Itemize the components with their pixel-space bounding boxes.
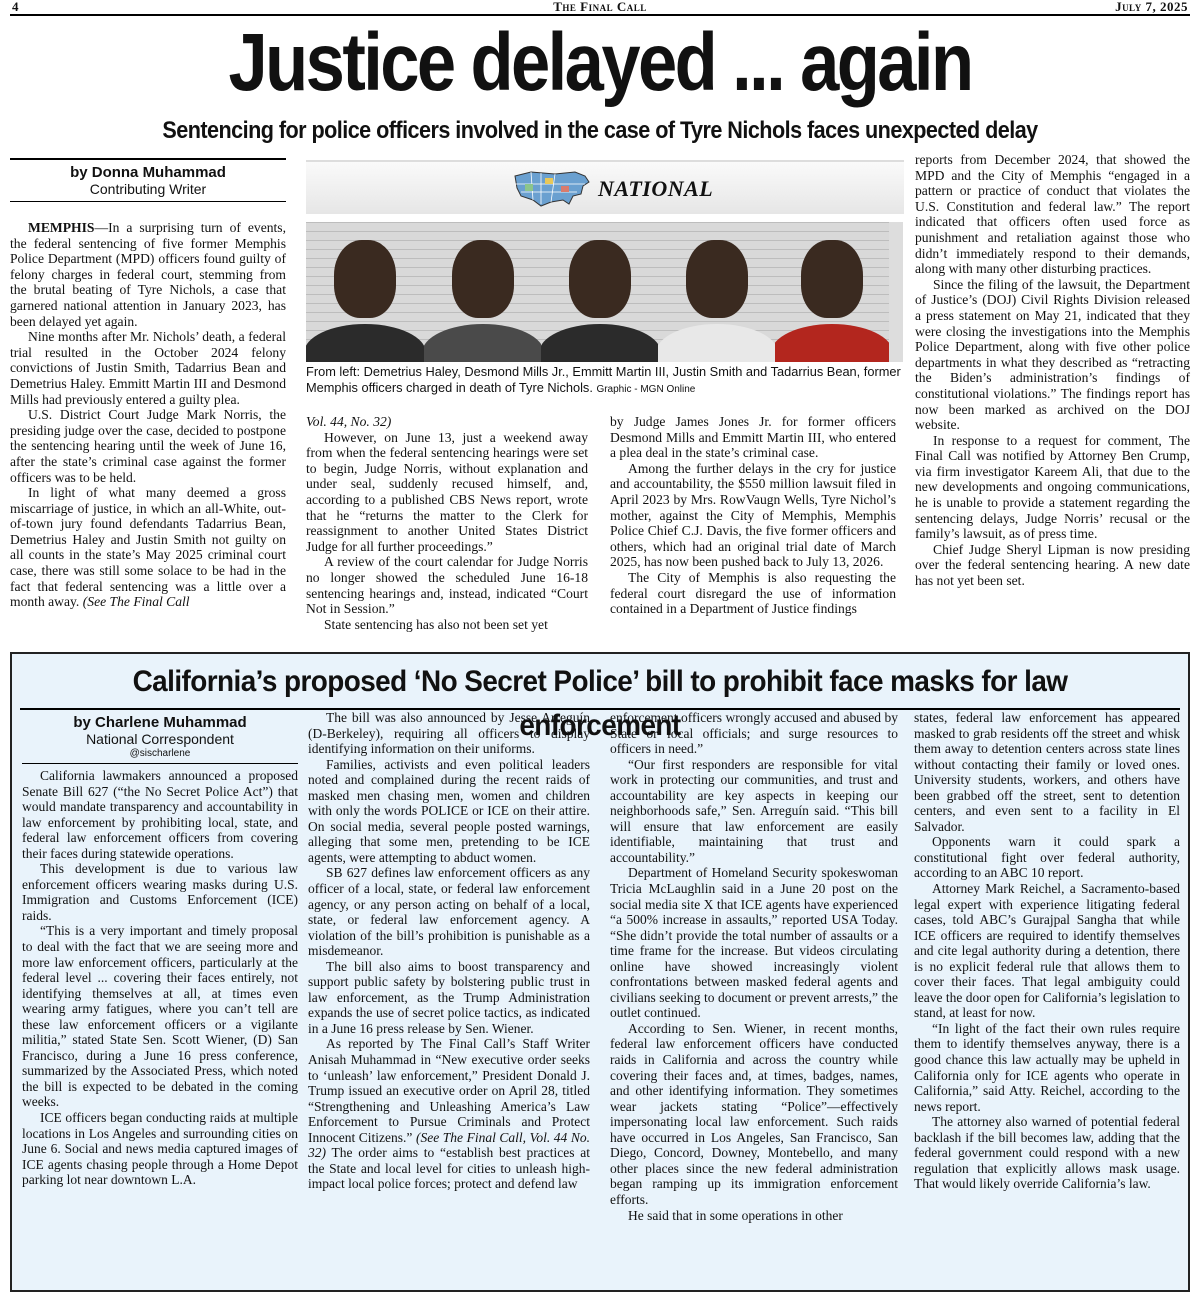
- paragraph: The City of Memphis is also requesting the federal court disregard the use of information contained in a Department of Justice findings: [610, 569, 896, 617]
- paragraph: enforcement officers wrongly accused and abused by State or local officials; and surge resources to officers in need.”: [610, 710, 898, 757]
- photo-caption: From left: Demetrius Haley, Desmond Mills Jr., Emmitt Martin III, Justin Smith and Tadarrius Bean, former Memphis officers charged in death of Tyre Nichols. Graphic - MGN Online: [306, 364, 901, 395]
- us-map-icon: [511, 166, 593, 210]
- paragraph: MEMPHIS—In a surprising turn of events, the federal sentencing of five former Memphis Police Department (MPD) officers found guilty of felony charges in federal court, stemming from the brutal beating of Tyre Nichols, a case that garnered national attention in January 2023, has been delayed yet again.: [10, 220, 286, 329]
- byline: [10, 164, 286, 197]
- section-label: NATIONAL: [598, 176, 714, 201]
- paragraph: Chief Judge Sheryl Lipman is now presiding over the federal sentencing hearing. A new date has not yet been set.: [915, 541, 1190, 589]
- mugshot-4: [658, 222, 775, 362]
- article2-column-3: [610, 710, 898, 1223]
- byline-role: Contributing Writer: [89, 181, 207, 197]
- mugshot-photo: [306, 222, 889, 362]
- byline-name: by Donna Muhammad: [70, 164, 226, 181]
- paragraph: In light of what many deemed a gross miscarriage of justice, in which an all-White, out-of-town jury found defendants Tadarrius Bean, Demetrius Haley and Justin Smith not guilty on all counts in the state’s May 2025 criminal court case, there was still some solace to be had in the fact that federal sentencing was a little over a month away. (See The Final Call: [10, 485, 286, 610]
- paper-name: The Final Call: [553, 0, 647, 14]
- paragraph: California lawmakers announced a proposed Senate Bill 627 (“the No Secret Police Act”) that would mandate transparency and accountability in law enforcement by prohibiting local, state, and federal law enforcement officers from covering their faces during statewide operations.: [22, 768, 298, 861]
- paragraph: The attorney also warned of potential federal backlash if the bill becomes law, adding that the federal government could respond with a new regulation that explicitly allows mask usage. That would likely override California’s law.: [914, 1114, 1180, 1192]
- article1-column-2: [306, 414, 588, 632]
- paragraph: states, federal law enforcement has appeared masked to grab residents off the street and whisk them away to detention centers across state lines without contacting their family or loved ones. University students, workers, and others have been grabbed off the street, sent to detention centers, and even sent to a facility in El Salvador.: [914, 710, 1180, 834]
- mugshot-5: [775, 222, 889, 362]
- paragraph: Opponents warn it could spark a constitutional fight over federal authority, according to an ABC 10 report.: [914, 834, 1180, 881]
- article2-headline: California’s proposed ‘No Secret Police’ bill to prohibit face masks for law enforcement: [132, 665, 1068, 742]
- byline: [22, 714, 298, 760]
- headline: Justice delayed ... again: [228, 17, 972, 108]
- article1-column-4: [915, 152, 1190, 589]
- paragraph: U.S. District Court Judge Mark Norris, the presiding judge over the case, decided to postpone the sentencing hearing until the week of June 16, after the state’s criminal case against the former officers was to be held.: [10, 407, 286, 485]
- paragraph: SB 627 defines law enforcement officers as any officer of a local, state, or federal law enforcement agency, or any person acting on behalf of a local, state, or federal law enforcement agency. A violation of the bill’s prohibition is punishable as a misdemeanor.: [308, 865, 590, 959]
- paragraph: Attorney Mark Reichel, a Sacramento-based legal expert with experience litigating federal cases, told ABC’s Gurajpal Sangha that while ICE officers are required to identify themselves and cite legal authority during a detention, there is no explicit federal rule that allows them to cover their faces. That legal ambiguity could leave the door open for California’s legislation to stand, at least for now.: [914, 881, 1180, 1021]
- mugshot-2: [424, 222, 541, 362]
- paragraph: According to Sen. Wiener, in recent months, federal law enforcement officers have conducted raids in California and across the country while covering their faces and, at times, badges, names, and other identifying information. They sometimes wear jackets stating “Police”—effectively impersonating local law enforcement. Such raids have occurred in Los Angeles, San Francisco, San Diego, Concord, Downey, Montebello, and many other places since the new federal administration began ramping up its immigration enforcement efforts.: [610, 1020, 898, 1207]
- section-banner: [306, 160, 904, 214]
- paragraph: “In light of the fact their own rules require them to identify themselves anyway, there is a good chance this law actually may be upheld in California only for ICE agents who operate in California,” said Atty. Reichel, according to the news report.: [914, 1020, 1180, 1114]
- paragraph: Among the further delays in the cry for justice and accountability, the $550 million lawsuit filed in April 2023 by Mrs. RowVaugn Wells, Tyre Nichol’s mother, against the City of Memphis, Memphis Police Chief C.J. Davis, the five former officers and others, which had an original trial date of March 2025, has now been pushed back to July 13, 2026.: [610, 460, 896, 570]
- paragraph: reports from December 2024, that showed the MPD and the City of Memphis “engaged in a pattern or practice of conduct that violates the U.S. Constitution and federal law.” The report indicated that officers often used force as punishment and retaliation against those who didn’t immediately respond to their demands, along with many other disturbing practices.: [915, 152, 1190, 277]
- deck-subheadline: Sentencing for police officers involved in the case of Tyre Nichols faces unexpected delay: [162, 117, 1038, 144]
- cross-reference: (See The Final Call: [79, 594, 190, 610]
- paragraph: “This is a very important and timely proposal to deal with the fact that we are seeing more and more law enforcement officers, particularly at the federal level ... covering their faces entirely, not identifying themselves at all, at times even wearing army fatigues, where you can’t tell are these law enforcement officers or a vigilante militia,” stated State Sen. Scott Wiener, (D) San Francisco, during a June 16 press conference, summarized by the Associated Press, which noted the bill is expected to be debated in the coming weeks.: [22, 923, 298, 1110]
- paragraph: by Judge James Jones Jr. for former officers Desmond Mills and Emmitt Martin III, who entered a plea deal in the state’s criminal case.: [610, 414, 896, 461]
- paragraph: Families, activists and even political leaders noted and complained during the recent raids of masked men chasing men, women and children with only the words POLICE or ICE on their attire. On social media, several people posted warnings, alleging that some men, pretending to be ICE agents, were attempting to abduct women.: [308, 756, 590, 865]
- photo-edge-strip: [889, 222, 903, 362]
- article2-box: [10, 652, 1190, 1292]
- mugshot-3: [541, 222, 658, 362]
- byline-handle: @sischarlene: [129, 748, 191, 759]
- paragraph: This development is due to various law enforcement officers wearing masks during U.S. Immigration and Customs Enforcement (ICE) raids.: [22, 861, 298, 923]
- column-rule: [10, 158, 286, 160]
- mugshot-1: [306, 222, 424, 362]
- photo-credit: Graphic - MGN Online: [596, 383, 696, 395]
- article2-column-2: [308, 710, 590, 1192]
- paragraph: A review of the court calendar for Judge Norris no longer showed the scheduled June 16-18 sentencing hearings and, instead, indicated “Court Not in Session.”: [306, 554, 588, 617]
- paragraph: Nine months after Mr. Nichols’ death, a federal trial resulted in the October 2024 felony convictions of Justin Smith, Tadarrius Bean and Demetrius Haley. Emmitt Martin III and Desmond Mills had previously entered a guilty plea.: [10, 329, 286, 407]
- page-number: 4: [12, 0, 19, 14]
- paragraph: State sentencing has also not been set yet: [324, 616, 548, 632]
- article1-column-1: [10, 158, 286, 610]
- paragraph: He said that in some operations in other: [628, 1207, 843, 1223]
- paragraph: Since the filing of the lawsuit, the Department of Justice’s (DOJ) Civil Rights Division released a press statement on May 21, indicated that they were closing the investigations into the Memphis Police Department, along with five other police departments in what they described as “retracting the Biden’s administration’s findings of constitutional violations.” The findings report has now been marked as archived on the DOJ website.: [915, 276, 1190, 433]
- byline-role: National Correspondent: [86, 731, 234, 747]
- page-header: [10, 0, 1190, 16]
- paragraph: However, on June 13, just a weekend away from when the federal sentencing hearings were set to begin, Judge Norris, without explanation and under seal, suddenly recused himself, and, according to a published CBS News report, wrote that he “returns the matter to the Clerk for reassignment to another United States District Judge for all further proceedings.”: [306, 429, 588, 554]
- article2-column-1: [22, 714, 298, 1188]
- byline-name: by Charlene Muhammad: [73, 714, 247, 731]
- paragraph: As reported by The Final Call’s Staff Writer Anisah Muhammad in “New executive order seeks to ‘unleash’ law enforcement,” President Donald J. Trump issued an executive order on April 28, titled “Strengthening and Unleashing America’s Law Enforcement to Pursue Criminals and Protect Innocent Citizens.” (See The Final Call, Vol. 44 No. 32) The order aims to “establish best practices at the State and local level for cities to unleash high-impact local police forces; protect and defend law: [308, 1036, 590, 1192]
- paragraph: In response to a request for comment, The Final Call was notified by Attorney Ben Crump, via firm investigator Kareem Ali, that due to the new developments and ongoing communications, he is unable to provide a statement regarding the sentencing delays, Judge Norris’ recusal or the family’s lawsuit, as of press time.: [915, 432, 1190, 542]
- issue-date: July 7, 2025: [1115, 0, 1188, 14]
- paragraph: ICE officers began conducting raids at multiple locations in Los Angeles and surrounding cities on June 6. Social and news media captured images of ICE agents chasing people through a Home Depot parking lot near downtown L.A.: [22, 1110, 298, 1188]
- paragraph: The bill also aims to boost transparency and support public safety by bolstering public trust in law enforcement, as the Trump Administration expands the use of secret police tactics, as indicated in a June 16 press release by Sen. Wiener.: [308, 958, 590, 1036]
- cross-reference-end: Vol. 44, No. 32): [306, 414, 392, 429]
- cross-reference: (See The Final Call, Vol. 44 No. 32): [308, 1129, 590, 1161]
- paragraph: The bill was also announced by Jesse Arreguín (D-Berkeley), requiring all officers to display identifying information on their uniforms.: [308, 710, 590, 757]
- paragraph: Department of Homeland Security spokeswoman Tricia McLaughlin said in a June 20 post on the social media site X that ICE agents have experienced “a 500% increase in assaults,” reported USA Today. “She didn’t provide the total number of assaults or a time frame for the increase. But videos circulating online have showed increasingly violent confrontations between masked federal agents and civilians seeking to document or prevent arrests,” the outlet continued.: [610, 865, 898, 1021]
- dateline: MEMPHIS: [28, 220, 95, 235]
- article2-column-4: [914, 710, 1180, 1192]
- paragraph: “Our first responders are responsible for vital work in protecting our communities, and trust and accountability are key aspects in keeping our neighborhoods safe,” Sen. Arreguín said. “This bill will ensure that law enforcement are easily identifiable, maintaining that trust and accountability.”: [610, 756, 898, 865]
- article1-column-3: [610, 414, 896, 617]
